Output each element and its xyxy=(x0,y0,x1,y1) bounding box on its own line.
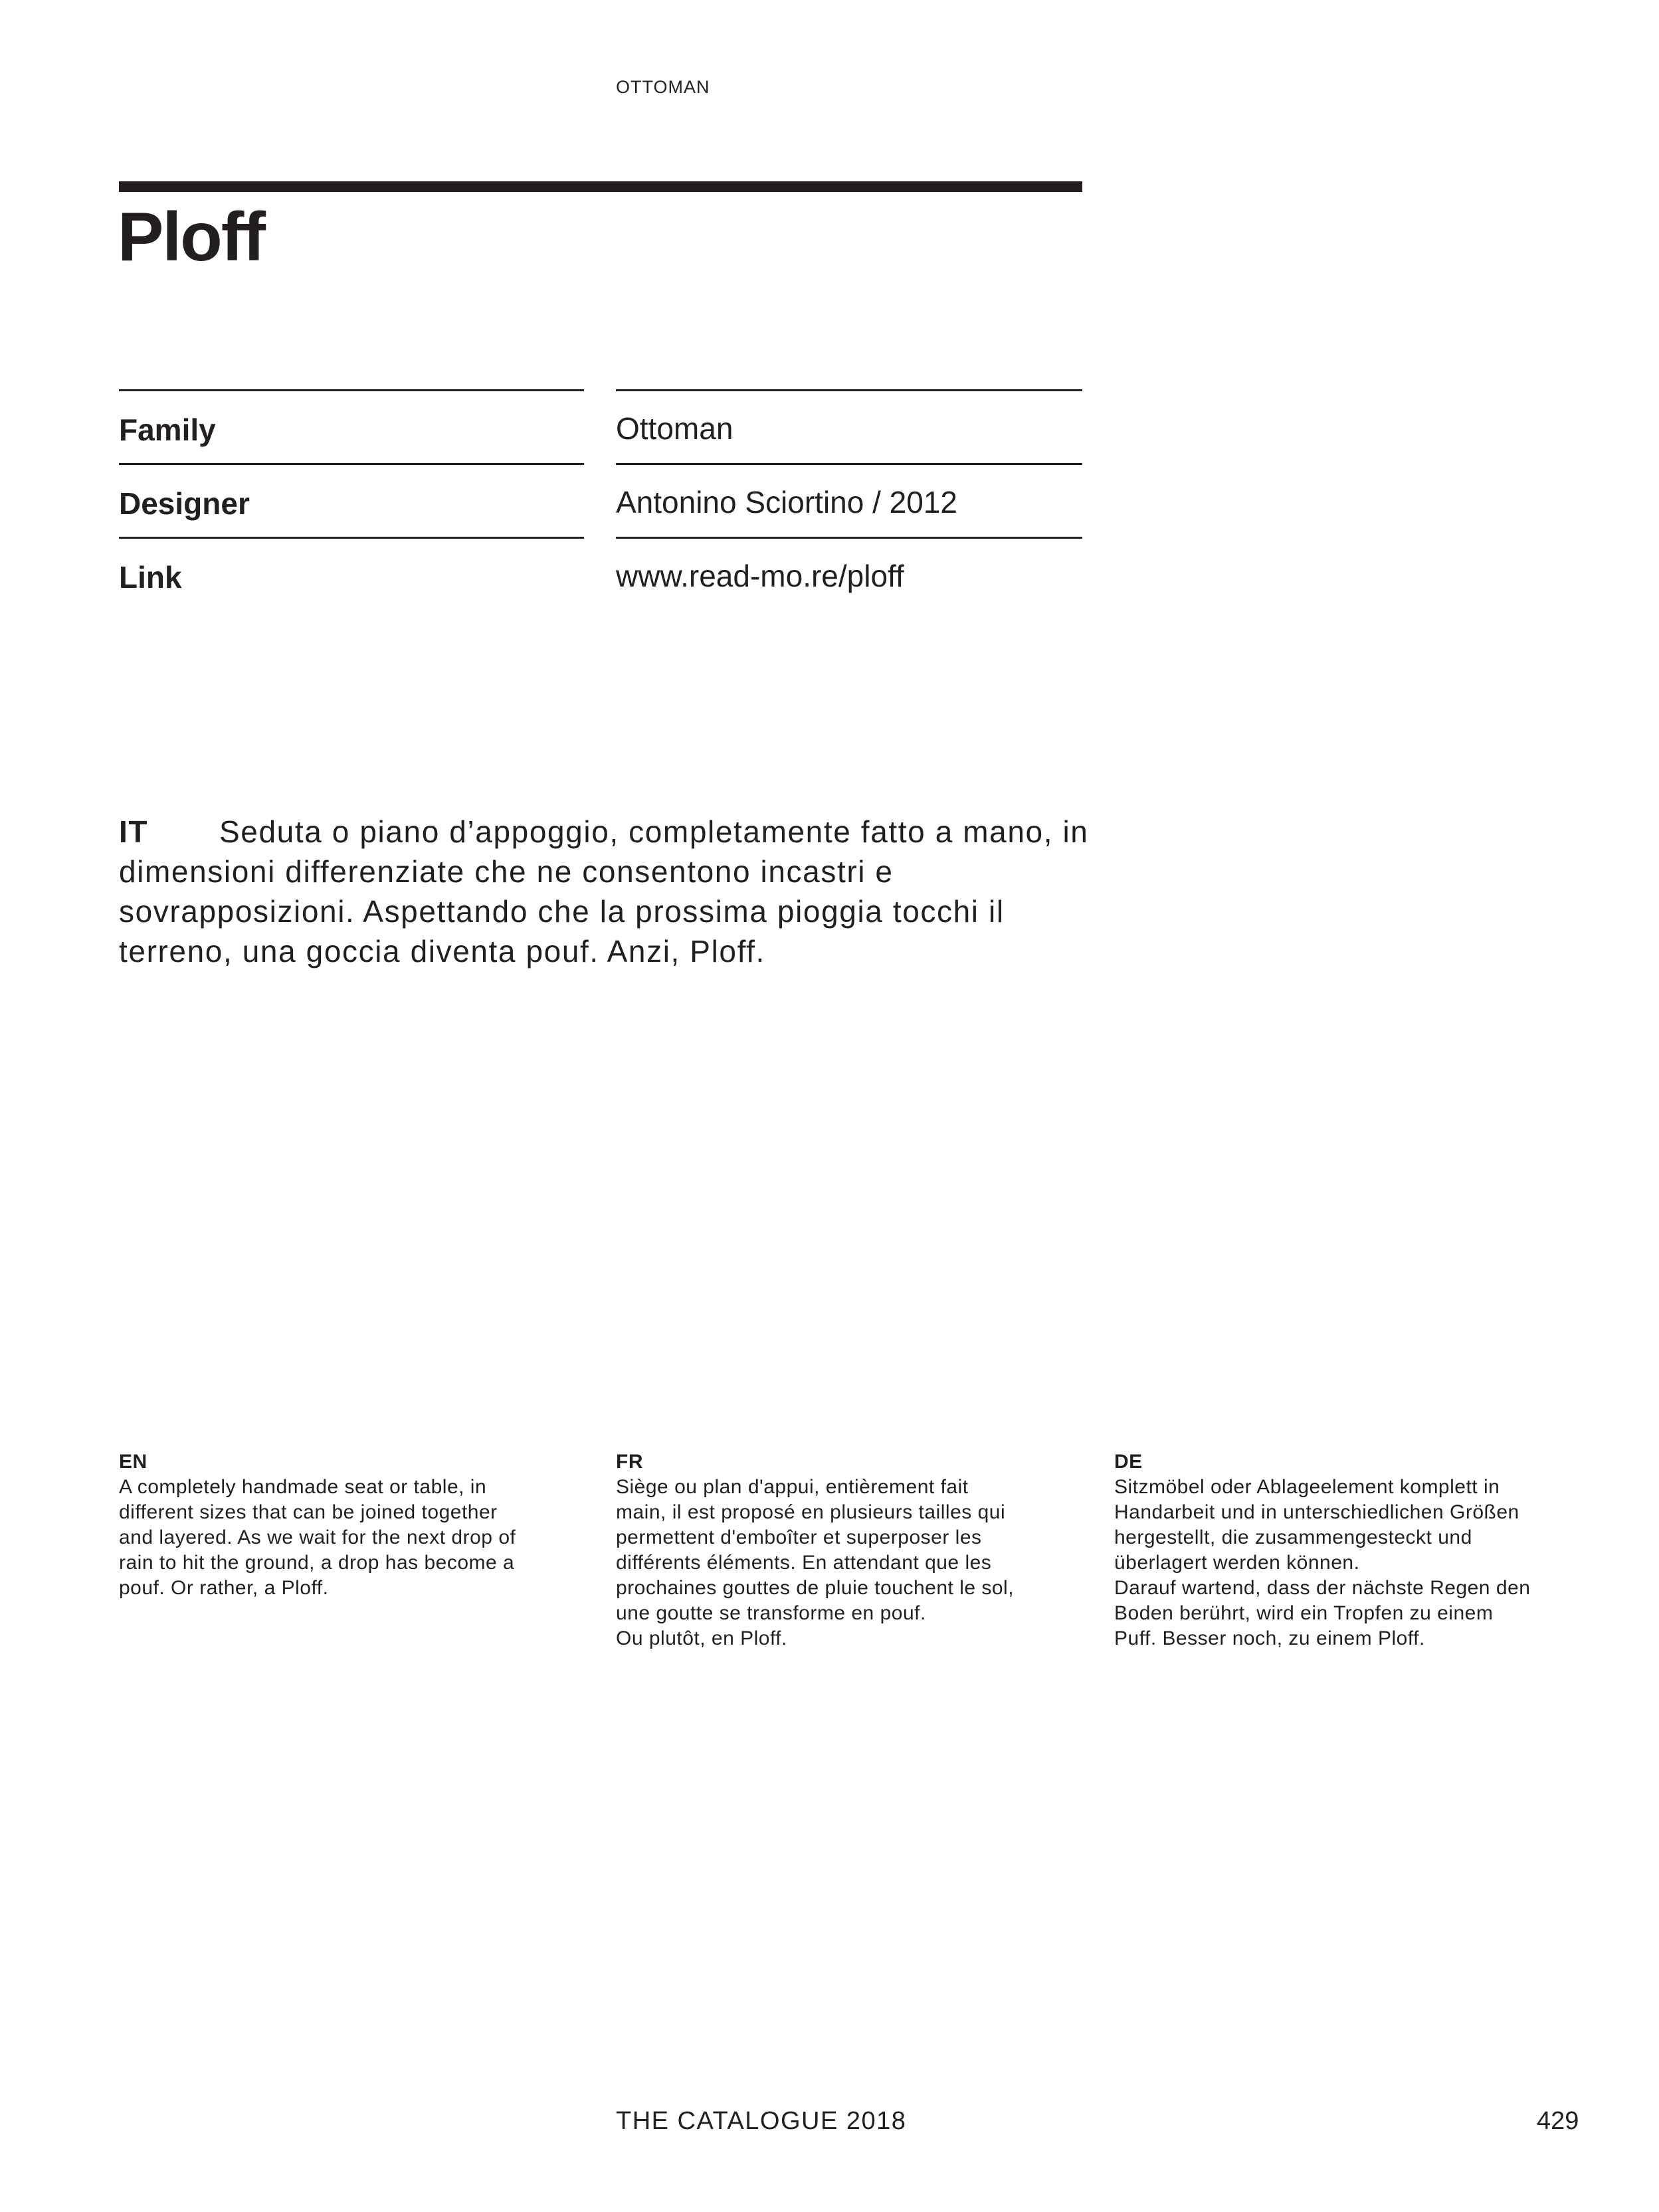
spec-row-family xyxy=(119,389,1082,463)
spec-value-designer: Antonino Sciortino / 2012 xyxy=(616,485,958,519)
description-french xyxy=(616,1449,1081,1651)
row-divider xyxy=(616,389,1082,391)
description-text-fr: Siège ou plan d'appui, entièrement fait main, il est proposé en plusieurs tailles qui permettent d'emboîter et superposer les différents éléments. En attendant que les prochaines gouttes de pluie touchent le sol, une goutte se transforme en pouf. Ou plutôt, en Ploff. xyxy=(616,1476,1015,1649)
lang-code-fr: FR xyxy=(616,1451,643,1473)
page-number: 429 xyxy=(1537,2107,1579,2135)
product-title: Ploff xyxy=(118,199,265,276)
description-text-it: Seduta o piano d’appoggio, completamente fatto a mano, in dimensioni differenziate che ne consentono incastri e sovrapposizioni. Aspettando che la prossima pioggia tocchi il terreno, una goccia diventa pouf. Anzi, Ploff. xyxy=(119,814,1089,968)
title-rule xyxy=(119,181,1082,192)
row-divider xyxy=(119,463,584,465)
description-german xyxy=(1114,1449,1579,1651)
spec-key-link: Link xyxy=(119,560,182,595)
description-text-de: Sitzmöbel oder Ablageelement komplett in Handarbeit und in unterschiedlichen Größen hergestellt, die zusammengesteckt und überlagert werden können. Darauf wartend, dass der nächste Regen den Boden berührt, wird ein Tropfen zu einem Puff. Besser noch, zu einem Ploff. xyxy=(1114,1476,1531,1649)
spec-value-family: Ottoman xyxy=(616,411,733,446)
section-label: OTTOMAN xyxy=(616,77,710,97)
description-english xyxy=(119,1449,584,1601)
lang-code-de: DE xyxy=(1114,1451,1143,1473)
description-italian xyxy=(119,812,1089,971)
row-divider xyxy=(119,389,584,391)
spec-row-link xyxy=(119,537,1082,610)
row-divider xyxy=(616,537,1082,539)
spec-row-designer xyxy=(119,463,1082,537)
spec-value-link[interactable]: www.read-mo.re/ploff xyxy=(616,559,904,593)
spec-key-designer: Designer xyxy=(119,486,250,521)
lang-code-en: EN xyxy=(119,1451,147,1473)
lang-code-it: IT xyxy=(119,814,149,849)
spec-key-family: Family xyxy=(119,413,216,447)
row-divider xyxy=(119,537,584,539)
footer-catalogue-title: THE CATALOGUE 2018 xyxy=(616,2107,907,2135)
row-divider xyxy=(616,463,1082,465)
spec-table xyxy=(119,389,1082,610)
description-text-en: A completely handmade seat or table, in different sizes that can be joined together and layered. As we wait for the next drop of rain to hit the ground, a drop has become a pouf. Or rather, a Ploff. xyxy=(119,1476,516,1599)
